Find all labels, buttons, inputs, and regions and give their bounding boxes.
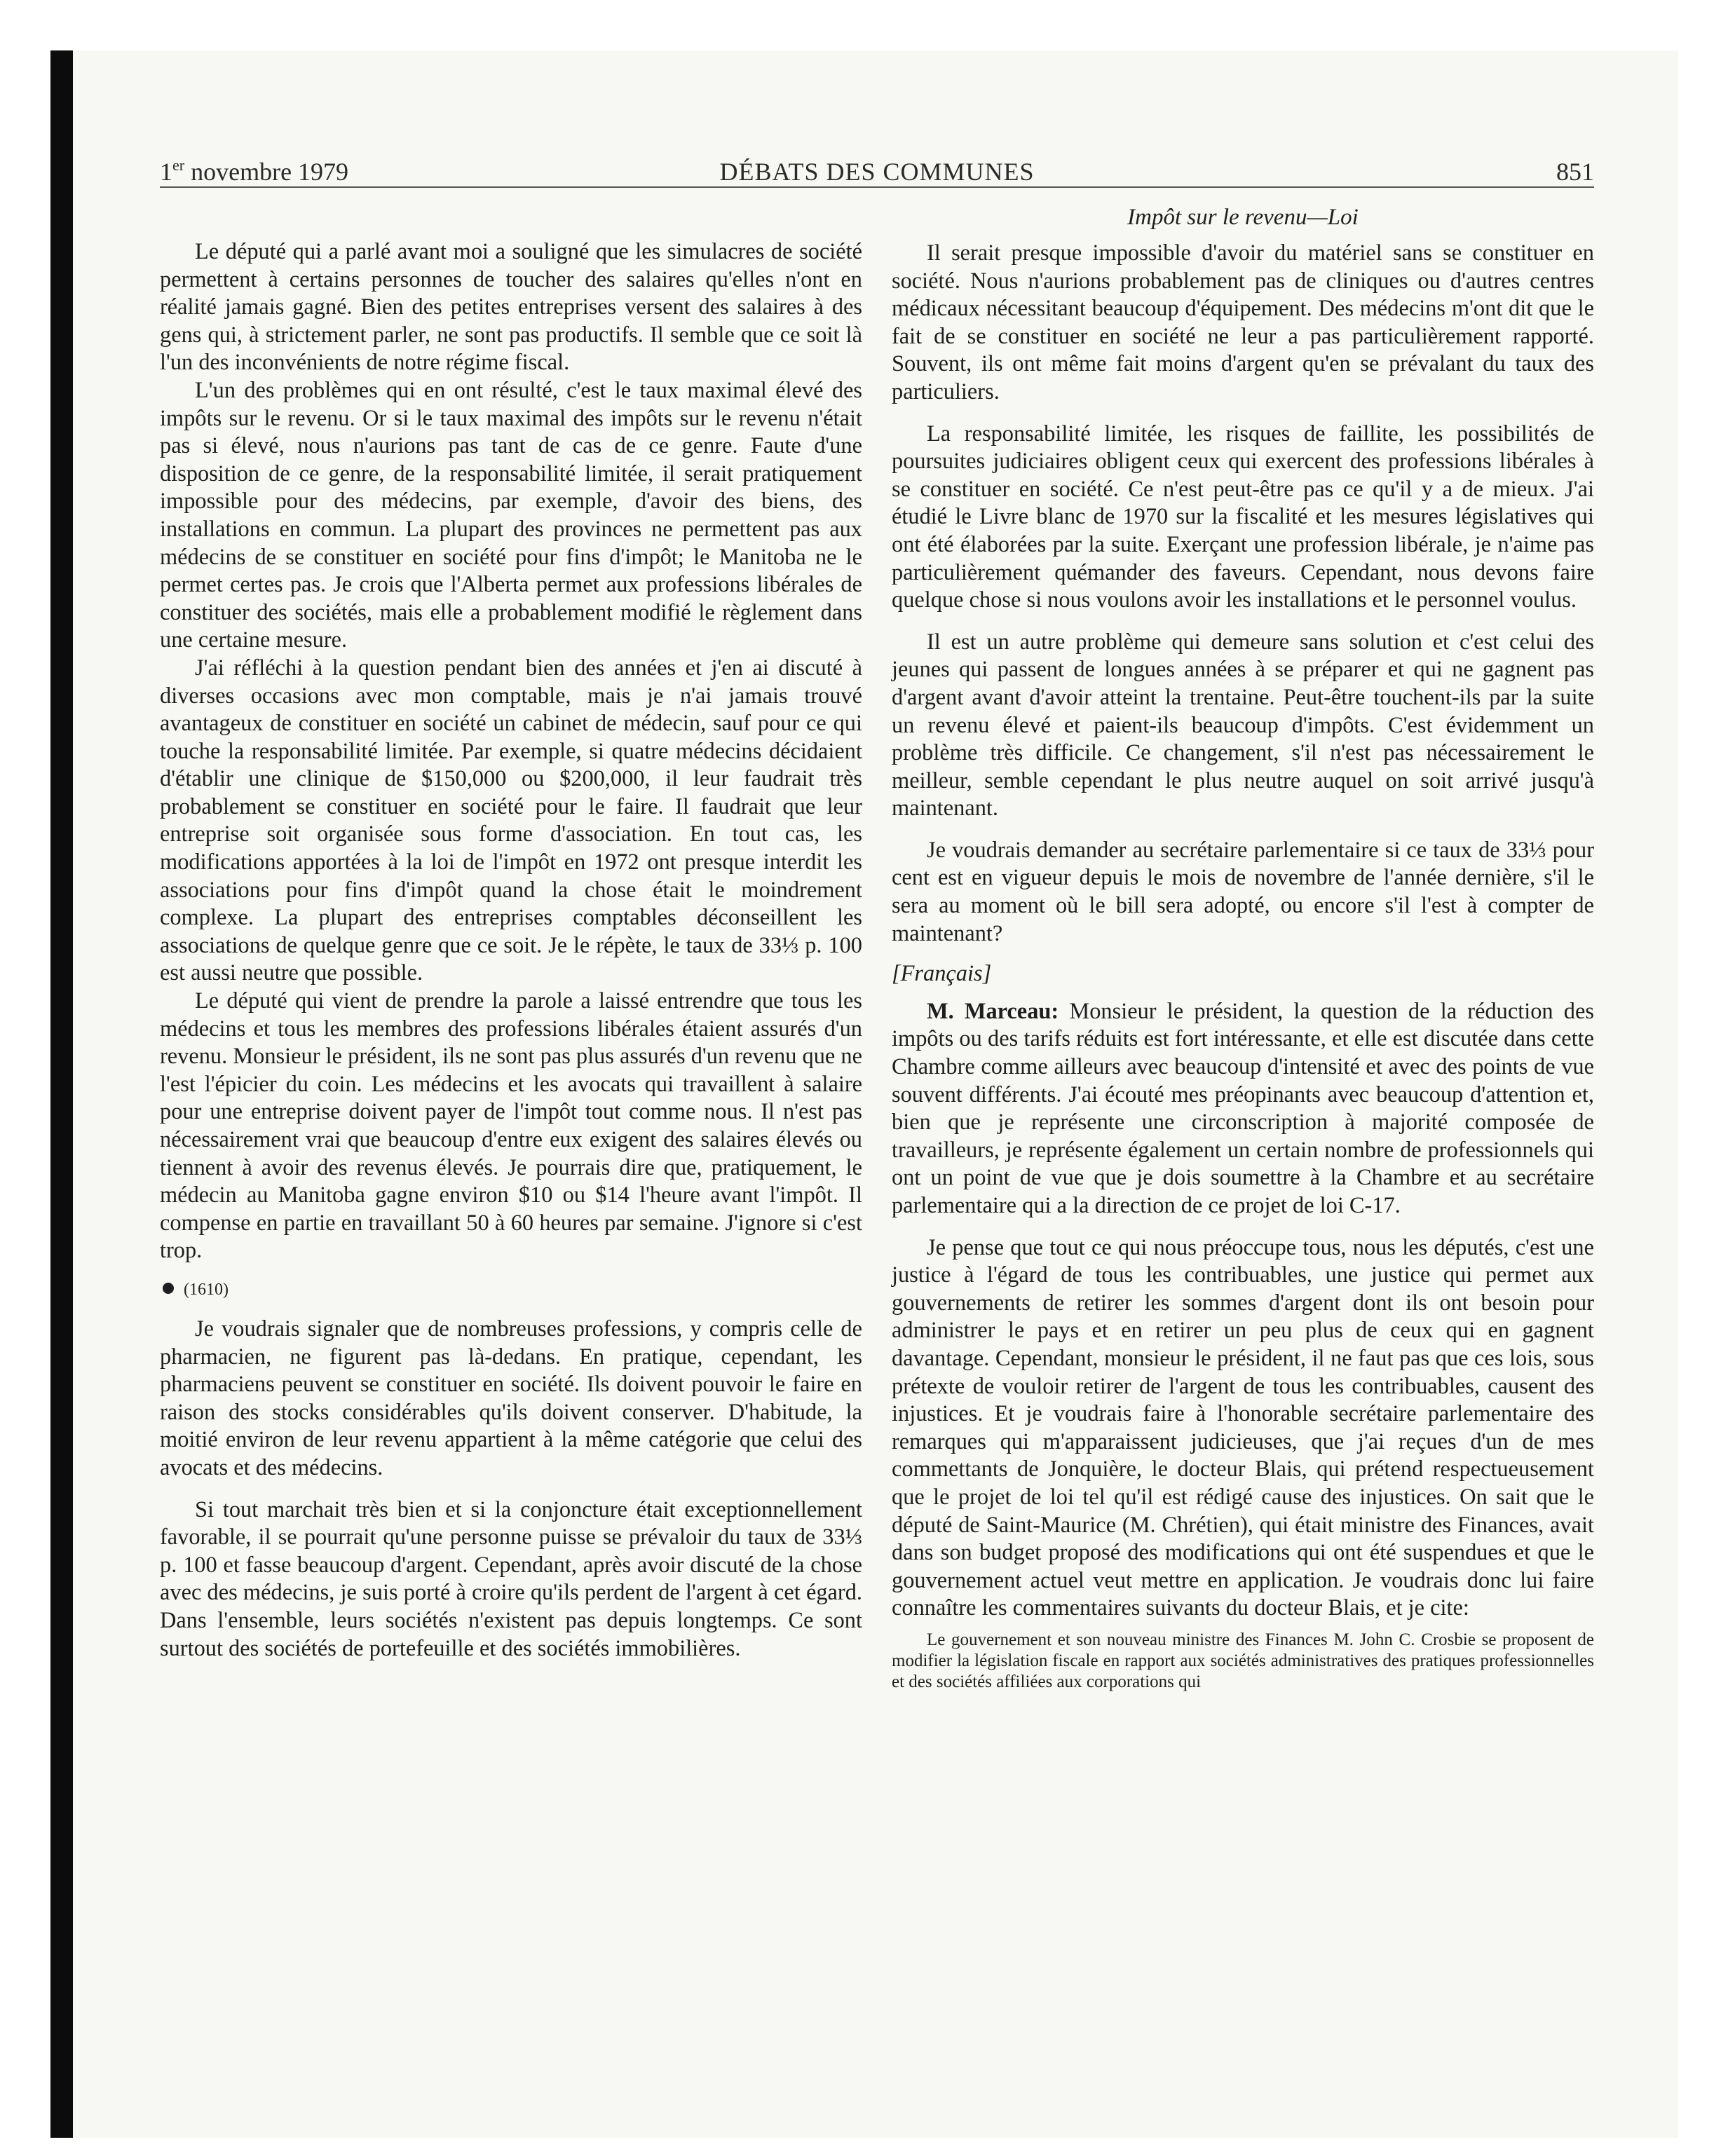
scan-edge: [50, 50, 73, 2138]
section-heading: Impôt sur le revenu—Loi: [1127, 205, 1359, 230]
page-number: 851: [1556, 158, 1594, 186]
header-title: DÉBATS DES COMMUNES: [719, 158, 1035, 186]
header-rule: [160, 186, 1594, 188]
timestamp: [160, 1279, 862, 1300]
running-head: [160, 156, 1594, 188]
bullet-icon: [163, 1283, 174, 1294]
paragraph: J'ai réfléchi à la question pendant bien des années et j'en ai discuté à diverses occasions avec mon comptable, mais je n'ai jamais trouvé avantageux de constituer en société un cabinet de médecin, sauf pour ce qui touche la responsabilité limitée. Par exemple, si quatre médecins décidaient d'établir une clinique de $150,000 ou $200,000, il leur faudrait très probablement se constituer en société pour le faire. Il faudrait que leur entreprise soit organisée sous forme d'association. En tout cas, les modifications apportées à la loi de l'impôt en 1972 ont presque interdit les associations pour fins d'impôt quand la chose était le moindrement complexe. La plupart des entreprises comptables déconseillent les associations de quelque genre que ce soit. Je le répète, le taux de 33⅓ p. 100 est aussi neutre que possible.: [160, 655, 862, 986]
block-quote: Le gouvernement et son nouveau ministre des Finances M. John C. Crosbie se proposent de modifier la législation fiscale en rapport aux sociétés administratives des pratiques professionnelles et des sociétés affiliées aux corporations qui: [892, 1630, 1594, 1691]
paragraph: Il est un autre problème qui demeure sans solution et c'est celui des jeunes qui passent de longues années à se préparer et qui ne gagnent pas d'argent avant d'avoir atteint la trentaine. Peut-être touchent-ils par la suite un revenu élevé et paient-ils beaucoup d'impôts. C'est évidemment un problème très difficile. Ce changement, s'il n'est pas nécessairement le meilleur, semble cependant le plus neutre auquel on soit arrivé jusqu'à maintenant.: [892, 629, 1594, 821]
paragraph: Si tout marchait très bien et si la conjoncture était exceptionnellement favorable, il se pourrait qu'une personne puisse se prévaloir du taux de 33⅓ p. 100 et fasse beaucoup d'argent. Cependant, après avoir discuté de la chose avec des médecins, je suis porté à croire qu'ils perdent de l'argent à cet égard. Dans l'ensemble, leurs sociétés n'existent pas depuis longtemps. Ce sont surtout des sociétés de portefeuille et des sociétés immobilières.: [160, 1496, 862, 1661]
language-marker: [Français]: [892, 961, 992, 987]
paragraph: Je voudrais demander au secrétaire parlementaire si ce taux de 33⅓ pour cent est en vigueur depuis le mois de novembre de l'année dernière, s'il le sera au moment où le bill sera adopté, ou encore s'il l'est à compter de maintenant?: [892, 837, 1594, 946]
speaker-paragraph: [892, 998, 1594, 1220]
speaker-text: Monsieur le président, la question de la réduction des impôts ou des tarifs réduits est fort intéressante, et elle est discutée dans cette Chambre comme ailleurs avec beaucoup d'intensité et avec des points de vue souvent différents. J'ai écouté mes préopinants avec beaucoup d'attention et, bien que je représente une circonscription à majorité composée de travailleurs, je représente également un certain nombre de professionnels qui ont un point de vue que je dois soumettre à la Chambre et au secrétaire parlementaire qui a la direction de ce projet de loi C-17.: [892, 998, 1594, 1218]
header-date: 1er novembre 1979: [160, 156, 349, 186]
paragraph: Il serait presque impossible d'avoir du matériel sans se constituer en société. Nous n'aurions probablement pas de cliniques ou d'autres centres médicaux nécessitant beaucoup d'équipement. Des médecins m'ont dit que le fait de se constituer en société ne leur a pas particulièrement rapporté. Souvent, ils ont même fait moins d'argent qu'en se prévalant du taux des particuliers.: [892, 240, 1594, 404]
paragraph: L'un des problèmes qui en ont résulté, c'est le taux maximal élevé des impôts sur le revenu. Or si le taux maximal des impôts sur le revenu n'était pas si élevé, nous n'aurions pas tant de cas de ce genre. Faute d'une disposition de ce genre, de la responsabilité limitée, il serait pratiquement impossible pour des médecins, par exemple, d'avoir des biens, des installations en commun. La plupart des provinces ne permettent pas aux médecins de se constituer en société pour fins d'impôt; le Manitoba ne le permet certes pas. Je crois que l'Alberta permet aux professions libérales de constituer des sociétés, mais elle a probablement modifié le règlement dans une certaine mesure.: [160, 377, 862, 653]
paragraph: Le député qui vient de prendre la parole a laissé entrendre que tous les médecins et tous les membres des professions libérales étaient assurés d'un revenu. Monsieur le président, ils ne sont pas plus assurés d'un revenu que ne l'est l'épicier du coin. Les médecins et les avocats qui travaillent à salaire pour une entreprise doivent payer de l'impôt tout comme nous. Il n'est pas nécessairement vrai que beaucoup d'entre eux exigent des salaires élevés ou tiennent à avoir des revenus élevés. Je pourrais dire que, pratiquement, le médecin au Manitoba gagne environ $10 ou $14 l'heure avant l'impôt. Il compense en partie en travaillant 50 à 60 heures par semaine. J'ignore si c'est trop.: [160, 988, 862, 1264]
paragraph: Je voudrais signaler que de nombreuses professions, y compris celle de pharmacien, ne figurent pas là-dedans. En pratique, cependant, les pharmaciens peuvent se constituer en société. Ils doivent pouvoir le faire en raison des stocks considérables qu'ils doivent conserver. D'habitude, la moitié environ de leur revenu appartient à la même catégorie que celui des avocats et des médecins.: [160, 1316, 862, 1480]
speaker-name: M. Marceau:: [927, 998, 1059, 1024]
timestamp-text: (1610): [184, 1280, 229, 1299]
paragraph: Je pense que tout ce qui nous préoccupe tous, nous les députés, c'est une justice à l'égard de tous les contribuables, une justice qui permet aux gouvernements de retirer les sommes d'argent dont ils ont besoin pour administrer le pays et en retirer un peu plus de ceux qui en gagnent davantage. Cependant, monsieur le président, il ne faut pas que ces lois, sous prétexte de vouloir retirer de l'argent de tous les contribuables, causent des injustices. Et je voudrais faire à l'honorable secrétaire parlementaire des remarques qui m'apparaissent judicieuses, que j'ai reçues d'un de mes commettants de Jonquière, le docteur Blais, qui prétend respectueusement que le projet de loi tel qu'il est rédigé cause des injustices. On sait que le député de Saint-Maurice (M. Chrétien), qui était ministre des Finances, avait dans son budget proposé des modifications qui ont été suspendues et que le gouvernement actuel veut mettre en application. Je voudrais donc lui faire connaître les commentaires suivants du docteur Blais, et je cite:: [892, 1234, 1594, 1621]
left-column: [160, 238, 862, 1663]
paragraph: La responsabilité limitée, les risques de faillite, les possibilités de poursuites judiciaires obligent ceux qui exercent des professions libérales à se constituer en société. Ce n'est peut-être pas ce qu'il y a de mieux. J'ai étudié le Livre blanc de 1970 sur la fiscalité et les mesures législatives qui ont été élaborées par la suite. Exerçant une profession libérale, je n'aime pas particulièrement quémander des faveurs. Cependant, nous devons faire quelque chose si nous voulons avoir les installations et le personnel voulus.: [892, 421, 1594, 613]
right-column: [892, 203, 1594, 1693]
paragraph: Le député qui a parlé avant moi a souligné que les simulacres de société permettent à certains personnes de toucher des salaires qu'elles n'ont en réalité jamais gagné. Bien des petites entreprises versent des salaires à des gens qui, à strictement parler, ne sont pas productifs. Il semble que ce soit là l'un des inconvénients de notre régime fiscal.: [160, 239, 862, 376]
